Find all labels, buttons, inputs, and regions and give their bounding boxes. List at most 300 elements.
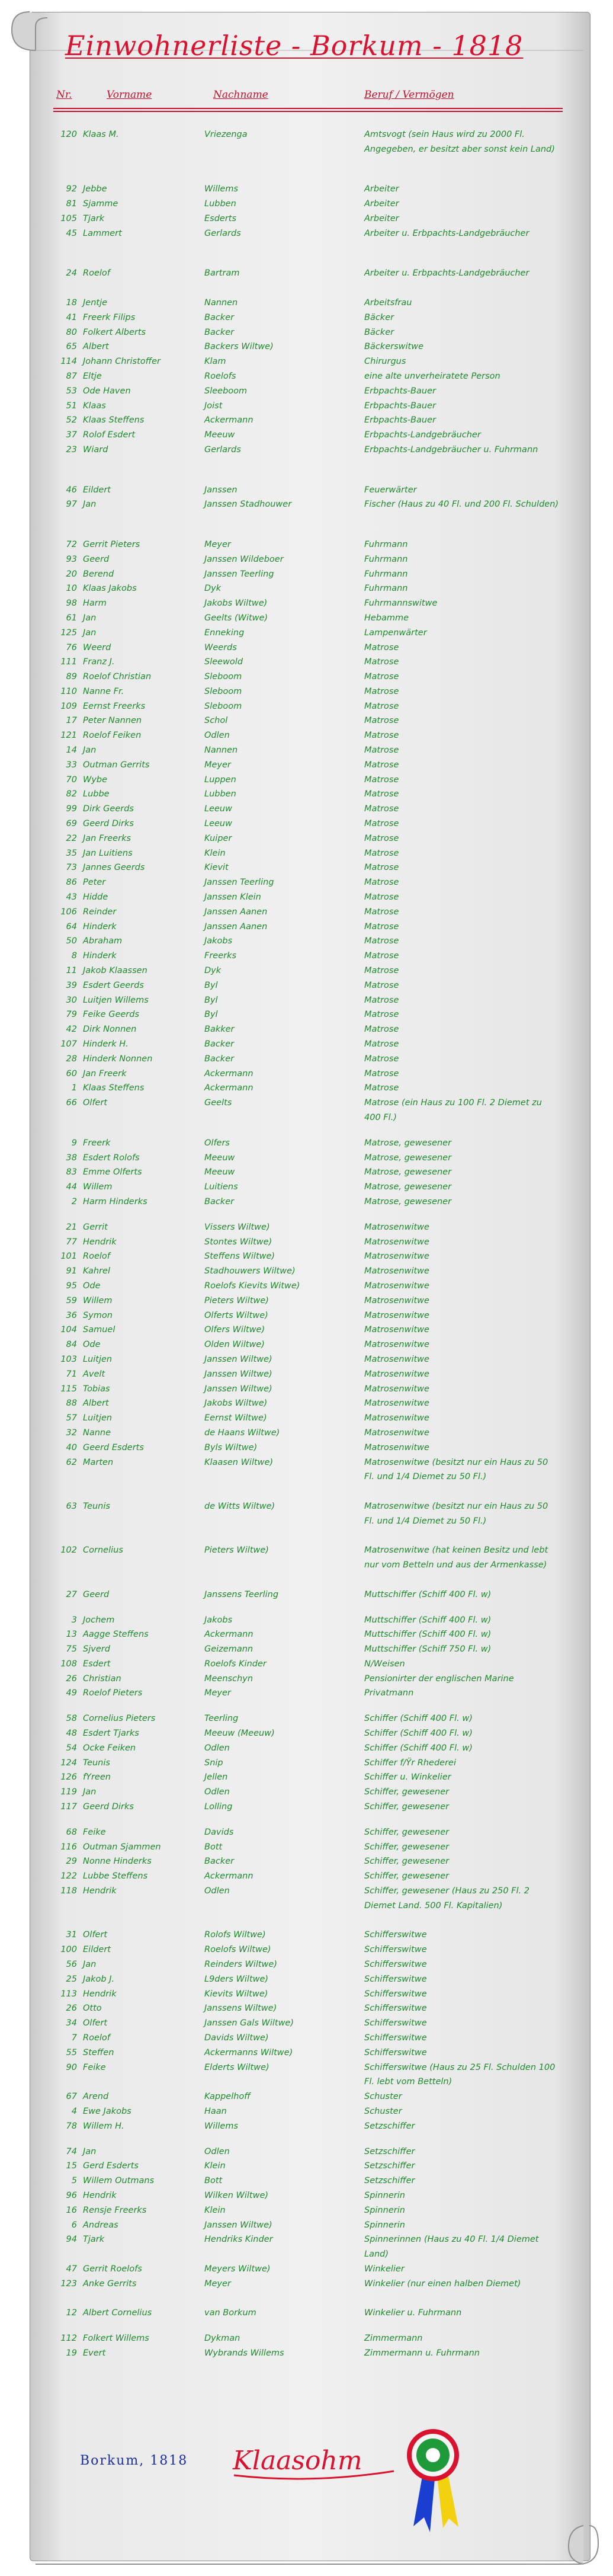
- cell-vorname: Jebbe: [83, 184, 107, 194]
- table-row: [0, 2060, 613, 2090]
- cell-nr: 2: [71, 1196, 77, 1207]
- cell-beruf: Matrose: [364, 642, 399, 652]
- cell-nachname: Meenschyn: [204, 1673, 253, 1684]
- cell-vorname: Geerd Esderts: [83, 1442, 144, 1452]
- table-row: [0, 2174, 613, 2188]
- page-title: Einwohnerliste - Borkum - 1818: [65, 30, 524, 62]
- cell-nr: 65: [66, 342, 77, 352]
- cell-beruf: Spinnerinnen (Haus zu 40 Fl. 1/4 Diemet Land): [364, 2235, 539, 2260]
- cell-nachname: Backer: [204, 1196, 235, 1207]
- table-row: [0, 428, 613, 443]
- table-row: [0, 875, 613, 890]
- cell-nachname: Meyers Wiltwe): [204, 2264, 271, 2274]
- cell-nr: 23: [66, 444, 77, 455]
- cell-nr: 40: [66, 1442, 77, 1452]
- cell-vorname: Cornelius: [83, 1545, 123, 1556]
- cell-nachname: Ackermann: [204, 1871, 253, 1881]
- header-rule-double: [53, 111, 563, 112]
- cell-beruf: Schiffer, gewesener: [364, 1871, 450, 1881]
- cell-beruf: eine alte unverheiratete Person: [364, 371, 500, 381]
- table-row: [0, 1987, 613, 2002]
- cell-beruf: Zimmermann: [364, 2334, 423, 2344]
- cell-nr: 20: [66, 569, 77, 579]
- cell-nachname: Bott: [204, 1842, 223, 1852]
- table-row: [0, 266, 613, 296]
- cell-vorname: Ode Haven: [83, 386, 131, 396]
- cell-nachname: Janssen Wiltwe): [204, 1369, 272, 1379]
- cell-vorname: Esdert Rolofs: [83, 1153, 140, 1163]
- cell-vorname: Nanne Fr.: [83, 686, 124, 696]
- table-row: [0, 2001, 613, 2016]
- table-row: [0, 483, 613, 498]
- cell-vorname: Nonne Hinderks: [83, 1857, 152, 1867]
- cell-nr: 31: [66, 1930, 77, 1940]
- cell-vorname: Feike: [83, 2062, 106, 2072]
- cell-beruf: Arbeiter: [364, 213, 399, 223]
- cell-vorname: Freerk: [83, 1138, 111, 1148]
- cell-vorname: Geerd: [83, 554, 110, 564]
- cell-beruf: Spinnerin: [364, 2205, 405, 2215]
- table-row: [0, 817, 613, 831]
- cell-beruf: Schuster: [364, 2092, 402, 2102]
- cell-nachname: Jakobs Wiltwe): [204, 1399, 268, 1409]
- cell-beruf: Schiffer (Schiff 400 Fl. w): [364, 1729, 473, 1739]
- cell-nr: 42: [66, 1025, 77, 1035]
- cell-beruf: Matrose: [364, 907, 399, 917]
- table-row: [0, 2277, 613, 2306]
- table-row: [0, 699, 613, 714]
- table-row: [0, 1588, 613, 1602]
- cell-nr: 72: [66, 539, 77, 549]
- cell-nachname: Davids: [204, 1827, 234, 1837]
- cell-nr: 11: [66, 966, 77, 976]
- cell-vorname: Tjark: [83, 213, 105, 223]
- cell-vorname: Jan Freerks: [83, 833, 131, 843]
- cell-vorname: Jentje: [83, 297, 108, 308]
- table-row: [0, 1352, 613, 1367]
- cell-nachname: Rolofs Wiltwe): [204, 1930, 266, 1940]
- table-row: [0, 1081, 613, 1096]
- header-nr: Nr.: [56, 89, 72, 101]
- cell-beruf: Matrose, gewesener: [364, 1196, 452, 1207]
- table-row: [0, 1396, 613, 1411]
- cell-nachname: Janssens Wiltwe): [204, 2004, 277, 2014]
- cell-nachname: Meeuw: [204, 1153, 235, 1163]
- cell-beruf: Matrosenwitwe: [364, 1310, 429, 1320]
- cell-nachname: Geelts (Witwe): [204, 613, 268, 623]
- cell-vorname: Peter: [83, 878, 106, 888]
- cell-beruf: Matrosenwitwe: [364, 1237, 429, 1247]
- cell-nr: 16: [66, 2205, 77, 2215]
- cell-nachname: Willems: [204, 184, 239, 194]
- cell-beruf: Matrosenwitwe: [364, 1369, 429, 1379]
- cell-nr: 34: [66, 2018, 77, 2028]
- table-row: [0, 964, 613, 978]
- cell-nr: 106: [60, 907, 77, 917]
- cell-beruf: Matrose: [364, 936, 399, 946]
- cell-vorname: Jan: [83, 745, 97, 756]
- cell-nachname: Eernst Wiltwe): [204, 1413, 267, 1423]
- cell-nr: 18: [66, 297, 77, 308]
- cell-vorname: Jakob J.: [83, 1974, 115, 1984]
- table-row: [0, 1249, 613, 1264]
- table-row: [0, 384, 613, 399]
- table-row: [0, 2016, 613, 2031]
- cell-vorname: Klaas Steffens: [83, 1083, 145, 1093]
- cell-nachname: Stadhouwers Wiltwe): [204, 1266, 296, 1276]
- cell-vorname: Luitjen: [83, 1413, 113, 1423]
- cell-nr: 63: [66, 1501, 77, 1511]
- cell-nachname: Weerds: [204, 642, 237, 652]
- cell-nr: 46: [66, 485, 77, 495]
- table-row: [0, 1884, 613, 1928]
- cell-nachname: Odlen: [204, 731, 230, 741]
- cell-vorname: Hendrik: [83, 1989, 117, 1999]
- cell-nachname: Ackermann: [204, 1083, 253, 1093]
- cell-nachname: de Haans Wiltwe): [204, 1428, 280, 1438]
- table-row: [0, 1220, 613, 1235]
- cell-beruf: Matrose: [364, 804, 399, 814]
- cell-beruf: Schifferswitwe: [364, 2004, 427, 2014]
- cell-nr: 111: [60, 657, 77, 667]
- cell-nachname: Stontes Wiltwe): [204, 1237, 272, 1247]
- cell-nachname: Wilken Wiltwe): [204, 2190, 269, 2200]
- cell-vorname: Willem: [83, 1295, 113, 1305]
- cell-beruf: Erbpachts-Landgebräucher u. Fuhrmann: [364, 444, 538, 455]
- cell-nachname: Odlen: [204, 2146, 230, 2156]
- cell-nachname: Joist: [204, 401, 223, 411]
- cell-nachname: Backers Wiltwe): [204, 342, 274, 352]
- cell-vorname: Jakob Klaassen: [83, 966, 147, 976]
- cell-nr: 24: [66, 268, 77, 279]
- cell-beruf: Matrose: [364, 672, 399, 682]
- cell-nr: 38: [66, 1153, 77, 1163]
- cell-vorname: Willem Outmans: [83, 2176, 155, 2186]
- table-row: [0, 1426, 613, 1441]
- cell-nr: 37: [66, 430, 77, 440]
- cell-beruf: Fuhrmann: [364, 554, 408, 564]
- cell-nr: 89: [66, 672, 77, 682]
- cell-nr: 68: [66, 1827, 77, 1837]
- cell-nr: 91: [66, 1266, 77, 1276]
- cell-beruf: Matrosenwitwe: [364, 1340, 429, 1350]
- cell-nr: 56: [66, 1960, 77, 1970]
- cell-beruf: Schifferswitwe (Haus zu 25 Fl. Schulden 100 Fl. lebt vom Betteln): [364, 2062, 556, 2087]
- cell-nr: 97: [66, 500, 77, 510]
- cell-nachname: Elderts Wiltwe): [204, 2062, 269, 2072]
- table-row: [0, 1235, 613, 1250]
- cell-nachname: Pieters Wiltwe): [204, 1295, 269, 1305]
- cell-vorname: Klaas: [83, 401, 106, 411]
- cell-vorname: Olfert: [83, 2018, 108, 2028]
- table-row: [0, 1136, 613, 1151]
- cell-beruf: Schiffer f/Ÿr Rhederei: [364, 1758, 456, 1768]
- cell-nr: 21: [66, 1222, 77, 1232]
- cell-nachname: Hendriks Kinder: [204, 2235, 273, 2245]
- table-row: [0, 1367, 613, 1382]
- cell-beruf: Matrose: [364, 848, 399, 858]
- cell-nr: 96: [66, 2190, 77, 2200]
- cell-nachname: Leeuw: [204, 804, 232, 814]
- table-row: [0, 831, 613, 846]
- column-headers: [0, 89, 613, 105]
- cell-nr: 83: [66, 1167, 77, 1177]
- cell-nachname: Klein: [204, 2205, 226, 2215]
- cell-nachname: Meeuw: [204, 430, 235, 440]
- cell-nr: 53: [66, 386, 77, 396]
- cell-nachname: Bott: [204, 2176, 223, 2186]
- cell-nachname: Klein: [204, 2161, 226, 2171]
- cell-vorname: Wybe: [83, 775, 108, 785]
- cell-beruf: Matrose, gewesener: [364, 1153, 452, 1163]
- cell-nachname: Odlen: [204, 1886, 230, 1896]
- cell-vorname: Wiard: [83, 444, 108, 455]
- cell-beruf: Matrosenwitwe: [364, 1354, 429, 1364]
- table-row: [0, 993, 613, 1008]
- cell-beruf: Setzschiffer: [364, 2176, 415, 2186]
- cell-nr: 115: [60, 1384, 77, 1394]
- cell-vorname: Franz J.: [83, 657, 115, 667]
- cell-nachname: Olferts Wiltwe): [204, 1310, 268, 1320]
- cell-vorname: Gerrit Pieters: [83, 539, 140, 549]
- cell-beruf: Matrose: [364, 951, 399, 961]
- cell-nr: 110: [60, 686, 77, 696]
- cell-vorname: Hendrik: [83, 1886, 117, 1896]
- cell-nr: 101: [60, 1252, 77, 1262]
- cell-nachname: Backer: [204, 312, 235, 322]
- cell-nr: 69: [66, 819, 77, 829]
- cell-beruf: Matrosenwitwe: [364, 1399, 429, 1409]
- cell-beruf: Matrose: [364, 966, 399, 976]
- cell-vorname: Tobias: [83, 1384, 110, 1394]
- cell-nachname: Davids Wiltwe): [204, 2033, 269, 2043]
- cell-nachname: Gerlards: [204, 444, 241, 455]
- table-row: [0, 127, 613, 171]
- cell-vorname: Andreas: [83, 2220, 118, 2230]
- table-row: [0, 296, 613, 311]
- cell-nachname: Dyk: [204, 966, 222, 976]
- cell-beruf: Matrose: [364, 878, 399, 888]
- cell-vorname: Jan: [83, 2146, 97, 2156]
- table-row: [0, 325, 613, 340]
- cell-nr: 121: [60, 731, 77, 741]
- cell-nachname: Reinders Wiltwe): [204, 1960, 277, 1970]
- cell-beruf: Matrosenwitwe: [364, 1252, 429, 1262]
- cell-vorname: Ode: [83, 1340, 101, 1350]
- cell-beruf: Schiffer, gewesener: [364, 1842, 450, 1852]
- table-row: [0, 2331, 613, 2346]
- cell-vorname: Ewe Jakobs: [83, 2107, 131, 2116]
- cell-nachname: Geizemann: [204, 1644, 253, 1655]
- cell-nr: 123: [60, 2279, 77, 2289]
- cell-vorname: Hidde: [83, 892, 108, 903]
- cell-beruf: Zimmermann u. Fuhrmann: [364, 2348, 480, 2358]
- cell-nachname: Kievits Wiltwe): [204, 1989, 268, 1999]
- cell-vorname: Abraham: [83, 936, 123, 946]
- table-row: [0, 197, 613, 212]
- cell-beruf: Matrose: [364, 1039, 399, 1049]
- cell-beruf: Pensionirter der englischen Marine: [364, 1673, 514, 1684]
- cell-beruf: Winkelier (nur einen halben Diemet): [364, 2279, 521, 2289]
- cell-beruf: Matrosenwitwe (besitzt nur ein Haus zu 50 Fl. und 1/4 Diemet zu 50 Fl.): [364, 1457, 548, 1482]
- table-row: [0, 2145, 613, 2159]
- cell-vorname: Kahrel: [83, 1266, 110, 1276]
- table-row: [0, 1756, 613, 1771]
- cell-nachname: de Witts Wiltwe): [204, 1501, 275, 1511]
- cell-vorname: Jan Freerk: [83, 1068, 127, 1079]
- cell-nr: 27: [66, 1589, 77, 1599]
- table-row: [0, 611, 613, 626]
- cell-beruf: Fuhrmann: [364, 584, 408, 594]
- cell-nachname: Meyer: [204, 760, 231, 770]
- cell-nachname: Janssen Teerling: [204, 878, 274, 888]
- table-row: [0, 1627, 613, 1642]
- cell-nr: 108: [60, 1659, 77, 1669]
- table-row: [0, 713, 613, 728]
- cell-beruf: Matrose: [364, 819, 399, 829]
- cell-nr: 26: [66, 1673, 77, 1684]
- cell-beruf: Arbeiter u. Erbpachts-Landgebräucher: [364, 228, 529, 238]
- cell-nachname: Vriezenga: [204, 130, 248, 139]
- cell-vorname: Teunis: [83, 1758, 110, 1768]
- cell-nr: 55: [66, 2047, 77, 2057]
- table-row: [0, 773, 613, 788]
- cell-vorname: Rensje Freerks: [83, 2205, 147, 2215]
- cell-vorname: Gerd Esderts: [83, 2161, 139, 2171]
- cell-nachname: Janssen Wiltwe): [204, 1354, 272, 1364]
- cell-nachname: Dykman: [204, 2334, 240, 2344]
- table-row: [0, 2203, 613, 2218]
- table-row: [0, 1382, 613, 1397]
- cell-vorname: Christian: [83, 1673, 121, 1684]
- cell-beruf: Bäckerswitwe: [364, 342, 423, 352]
- table-row: [0, 1096, 613, 1125]
- cell-nr: 88: [66, 1399, 77, 1409]
- table-row: [0, 226, 613, 256]
- table-row: [0, 1165, 613, 1180]
- table-row: [0, 1869, 613, 1884]
- cell-beruf: Matrosenwitwe: [364, 1428, 429, 1438]
- table-row: [0, 1613, 613, 1628]
- cell-nachname: Lubben: [204, 199, 236, 209]
- cell-nr: 84: [66, 1340, 77, 1350]
- table-row: [0, 2119, 613, 2134]
- cell-nachname: Vissers Wiltwe): [204, 1222, 270, 1232]
- cell-vorname: Eildert: [83, 485, 111, 495]
- cell-nachname: Janssen Aanen: [204, 921, 268, 932]
- cell-vorname: Teunis: [83, 1501, 110, 1511]
- cell-beruf: Matrose, gewesener: [364, 1138, 452, 1148]
- cell-nr: 122: [60, 1871, 77, 1881]
- cell-nr: 76: [66, 642, 77, 652]
- cell-vorname: Esdert Tjarks: [83, 1729, 139, 1739]
- cell-beruf: Erbpachts-Bauer: [364, 401, 436, 411]
- cell-vorname: Marten: [83, 1457, 114, 1467]
- cell-nr: 45: [66, 228, 77, 238]
- table-row: [0, 1928, 613, 1943]
- table-row: [0, 2159, 613, 2174]
- table-row: [0, 1022, 613, 1037]
- cell-nachname: Nannen: [204, 745, 238, 756]
- cell-beruf: Fuhrmann: [364, 569, 408, 579]
- cell-vorname: Klaas Jakobs: [83, 584, 137, 594]
- header-beruf: Beruf / Vermögen: [364, 89, 454, 101]
- cell-nachname: Luitiens: [204, 1182, 238, 1192]
- cell-vorname: Geerd Dirks: [83, 1802, 134, 1812]
- cell-nr: 14: [66, 745, 77, 756]
- cell-nachname: Kievit: [204, 863, 229, 873]
- cell-vorname: Sjverd: [83, 1644, 110, 1655]
- table-row: [0, 1686, 613, 1701]
- table-row: [0, 758, 613, 773]
- cell-nr: 87: [66, 371, 77, 381]
- cell-nr: 47: [66, 2264, 77, 2274]
- cell-vorname: Harm: [83, 599, 107, 609]
- cell-nachname: Roelofs Kinder: [204, 1659, 267, 1669]
- cell-nr: 94: [66, 2235, 77, 2245]
- cell-nachname: Janssen Aanen: [204, 907, 268, 917]
- cell-nachname: Gerlards: [204, 228, 241, 238]
- cell-nr: 44: [66, 1182, 77, 1192]
- table-row: [0, 497, 613, 527]
- cell-nr: 62: [66, 1457, 77, 1467]
- cell-nr: 49: [66, 1688, 77, 1698]
- cell-nr: 3: [71, 1615, 77, 1625]
- cell-nachname: Schol: [204, 716, 228, 726]
- cell-nr: 15: [66, 2161, 77, 2171]
- cell-beruf: Fuhrmannswitwe: [364, 599, 438, 609]
- cell-vorname: Jan: [83, 628, 97, 638]
- table-row: [0, 369, 613, 384]
- table-row: [0, 2089, 613, 2104]
- cell-nr: 92: [66, 184, 77, 194]
- cell-nr: 7: [71, 2033, 77, 2043]
- cell-nr: 43: [66, 892, 77, 903]
- cell-vorname: Eernst Freerks: [83, 701, 146, 711]
- table-row: [0, 1264, 613, 1279]
- cell-nr: 26: [66, 2004, 77, 2014]
- header-nachname: Nachname: [213, 89, 268, 101]
- cell-vorname: Arend: [83, 2092, 109, 2102]
- cell-nr: 5: [71, 2176, 77, 2186]
- cell-beruf: Erbpachts-Bauer: [364, 415, 436, 425]
- cell-nr: 81: [66, 199, 77, 209]
- cell-beruf: Schiffer, gewesener: [364, 1827, 450, 1837]
- cell-nachname: Janssen Wiltwe): [204, 1384, 272, 1394]
- cell-beruf: Matrose: [364, 980, 399, 990]
- cell-nr: 58: [66, 1714, 77, 1724]
- cell-nachname: Freerks: [204, 951, 237, 961]
- cell-vorname: Hendrik: [83, 2190, 117, 2200]
- cell-beruf: Matrosenwitwe (hat keinen Besitz und lebt nur vom Betteln und aus der Armenkasse): [364, 1545, 548, 1570]
- table-row: [0, 1840, 613, 1855]
- cell-nr: 70: [66, 775, 77, 785]
- cell-nachname: Kuiper: [204, 833, 232, 843]
- cell-nr: 12: [66, 2308, 77, 2318]
- cell-nachname: Ackermann: [204, 1630, 253, 1640]
- cell-beruf: Winkelier u. Fuhrmann: [364, 2308, 462, 2318]
- cell-nr: 93: [66, 554, 77, 564]
- cell-vorname: Albert Cornelius: [83, 2308, 152, 2318]
- cell-nr: 103: [60, 1354, 77, 1364]
- cell-nachname: Meyer: [204, 539, 231, 549]
- table-row: [0, 1854, 613, 1869]
- cell-nachname: Meeuw: [204, 1167, 235, 1177]
- cell-nachname: Sleboom: [204, 686, 242, 696]
- cell-vorname: Ode: [83, 1281, 101, 1291]
- cell-beruf: Matrosenwitwe: [364, 1266, 429, 1276]
- cell-nr: 41: [66, 312, 77, 322]
